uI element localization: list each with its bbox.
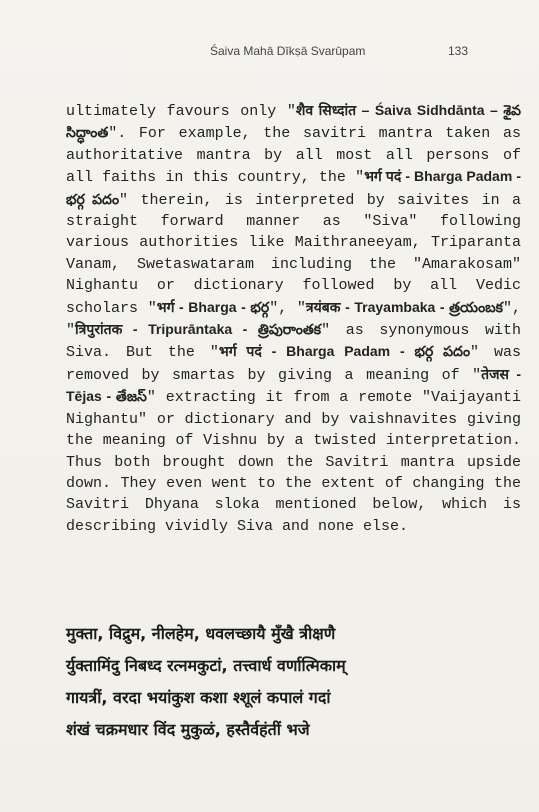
verse-line: शंखं चक्रमधार विंद मुकुळं, हस्तैर्वहंतीं भजे	[66, 720, 310, 739]
verse-line: गायत्रीं, वरदा भयांकुश कशा श्शूलं कपालं गदां	[66, 688, 331, 707]
term-bharga-padam: भर्ग पदं - Bharga Padam - భర్గ పదం	[66, 168, 521, 207]
verse-line: र्युक्तामिंदु निबध्द रत्नमकुटां, तत्त्वार्ध वर्णात्मिकाम्	[66, 656, 346, 675]
text-run: " was removed by smartas by giving a meaning of "	[66, 344, 522, 384]
term-tripurantaka: त्रिपुरांतक - Tripurāntaka - త్రిపురాంతక	[75, 321, 322, 338]
header-title: Śaiva Mahā Dīkṣā Svarūpam	[210, 44, 366, 58]
text-run: ", "	[269, 299, 306, 317]
text-run: ", "	[66, 299, 521, 340]
text-run: " as synonymous with Siva. But the "	[66, 322, 522, 362]
term-trayambaka: त्रयंबक - Trayambaka - త్రయంబక	[305, 298, 503, 315]
text-run: " therein, is interpreted by saivites in a straight forward manner as "Siva" following various authorities like Maithraneeyam, Triparanta Vanam, Swetaswataram including the "Amarakosam" Nighantu or dictionary followed by all Vedic scholars "	[66, 191, 521, 317]
text-run: " extracting it from a remote "Vaijayanti Nighantu" or dictionary and by vaishnavites giving the meaning of Vishnu by a twisted interpretation. Thus both brought down the Savitri mantra upside down. They even went to the extent of changing the Savitri Dhyana sloka mentioned below, which is describing vividly Siva and none else.	[66, 389, 522, 535]
term-tejas: तेजस - Tējas - తేజస్	[66, 365, 521, 405]
text-run: ultimately favours only "	[66, 103, 296, 120]
term-bharga: भर्ग - Bharga - భర్గ	[156, 298, 270, 315]
text-run: ". For example, the savitri mantra taken as authoritative mantra by all most all persons of all faiths in this country, the "	[66, 125, 521, 187]
sanskrit-verse	[66, 618, 526, 746]
page-number: 133	[448, 44, 469, 58]
term-bharga-padam: भर्ग पदं - Bharga Padam - భర్గ పదం	[218, 343, 471, 360]
term-saiva-siddhanta: शैव सिध्दांत – Śaiva Sidhdānta – శైవ సిద్ధాంత	[66, 102, 521, 141]
body-paragraph	[66, 100, 521, 537]
verse-line: मुक्ता, विद्रुम, नीलहेम, धवलच्छायै मुँखै त्रीक्षणै	[66, 624, 336, 643]
